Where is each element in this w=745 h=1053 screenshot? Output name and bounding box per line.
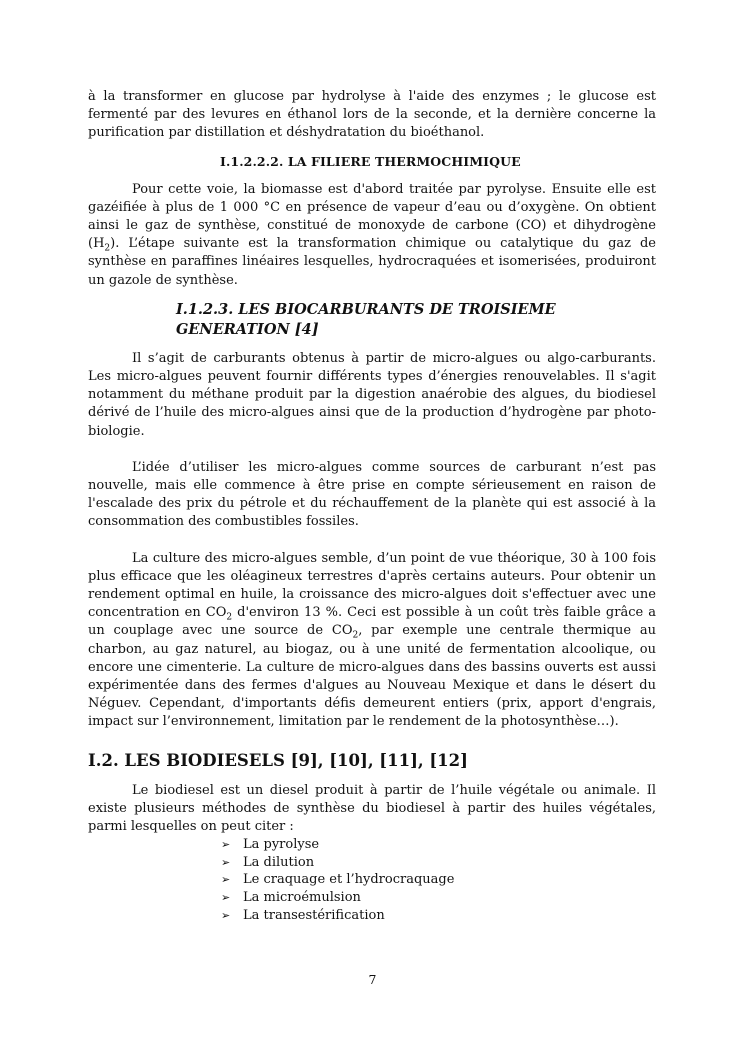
arrow-bullet-icon: ➢: [221, 908, 231, 922]
list-item: ➢ La dilution: [221, 854, 315, 870]
heading-filiere-thermochimique: I.1.2.2.2. LA FILIERE THERMOCHIMIQUE: [220, 153, 521, 169]
arrow-bullet-icon: ➢: [221, 838, 231, 852]
list-item: ➢ La transestérification: [221, 907, 385, 923]
subscript-co2-second: 2: [352, 631, 359, 642]
paragraph-thermochimique-part-a: Pour cette voie, la biomasse est d'abord traitée par pyrolyse. Ensuite elle est gazéifiée à plus de 1 000 °C en présence de vapeur d’eau ou d’oxygène. On obtient ainsi le gaz de synthèse, constitué de monoxyde de carbone (CO) et dihydrogène (H: [88, 181, 656, 252]
paragraph-intro: à la transformer en glucose par hydrolyse à l'aide des enzymes ; le glucose est fermenté par des levures en éthanol lors de la seconde, et la dernière concerne la purification par distillation et déshydratation du bioéthanol.: [88, 89, 656, 141]
paragraph-micro-algues-culture: [88, 550, 656, 732]
paragraph-thermochimique: [88, 181, 656, 290]
paragraph-culture-part-a: La culture des micro-algues semble, d’un point de vue théorique, 30 à 100 fois plus efficace que les oléagineux terrestres d'après certains auteurs. Pour obtenir un rendement optimal en huile, la croissance des micro-algues doit s'effectuer avec une concentration en CO: [88, 550, 656, 621]
list-item: ➢ La microémulsion: [221, 890, 361, 906]
paragraph-micro-algues-idee: L’idée d’utiliser les micro-algues comme sources de carburant n’est pas nouvelle, mais elle commence à être prise en compte sérieusement en raison de l'escalade des prix du pétrole et du réchauffement de la planète qui est associé à la consommation des combustibles fossiles.: [88, 459, 656, 530]
arrow-bullet-icon: ➢: [221, 891, 231, 905]
heading-biodiesels: I.2. LES BIODIESELS [9], [10], [11], [12]: [88, 750, 468, 770]
paragraph-culture-part-b: d'environ 13 %. Ceci est possible à un coût très faible grâce a un couplage avec une source de CO: [88, 605, 656, 639]
arrow-bullet-icon: ➢: [221, 855, 231, 869]
paragraph-biodiesel-intro: Le biodiesel est un diesel produit à partir de l’huile végétale ou animale. Il existe plusieurs méthodes de synthèse du biodiesel à partir des huiles végétales, parmi lesquelles on peut citer :: [88, 782, 656, 835]
document-page: [88, 88, 656, 924]
heading-biocarburants-troisieme-generation: I.1.2.3. LES BIOCARBURANTS DE TROISIEME GENERATION [4]: [176, 300, 556, 338]
paragraph-culture-part-c: , par exemple une centrale thermique au charbon, au gaz naturel, au biogaz, ou à une unité de fermentation alcoolique, ou encore une cimenterie. La culture de micro-algues dans des bassins ouverts est aussi expérimentée dans des fermes d'algues au Nouveau Mexique et dans le désert du Néguev. Cependant, d'importants défis demeurent entiers (prix, apport d'engrais, impact sur l’environnement, limitation par le rendement de la photosynthèse…).: [88, 623, 656, 730]
paragraph-thermochimique-part-b: ). L’étape suivante est la transformation chimique ou catalytique du gaz de synthèse en paraffines linéaires lesquelles, hydrocraquées et isomerisées, produiront un gazole de synthèse.: [88, 236, 656, 288]
arrow-bullet-icon: ➢: [221, 873, 231, 887]
methods-list: [88, 836, 656, 924]
list-item: ➢ Le craquage et l’hydrocraquage: [221, 872, 455, 888]
subscript-h2: 2: [104, 243, 111, 254]
list-item: ➢ La pyrolyse: [221, 837, 320, 853]
paragraph-micro-algues-intro: Il s’agit de carburants obtenus à partir de micro-algues ou algo-carburants. Les micro-algues peuvent fournir différents types d’énergies renouvelables. Il s'agit notamment du méthane produit par la digestion anaérobie des algues, du biodiesel dérivé de l’huile des micro-algues ainsi que de la production d’hydrogène par photo-biologie.: [88, 350, 656, 439]
page-number: 7: [368, 972, 377, 987]
subscript-co2-first: 2: [226, 612, 233, 623]
